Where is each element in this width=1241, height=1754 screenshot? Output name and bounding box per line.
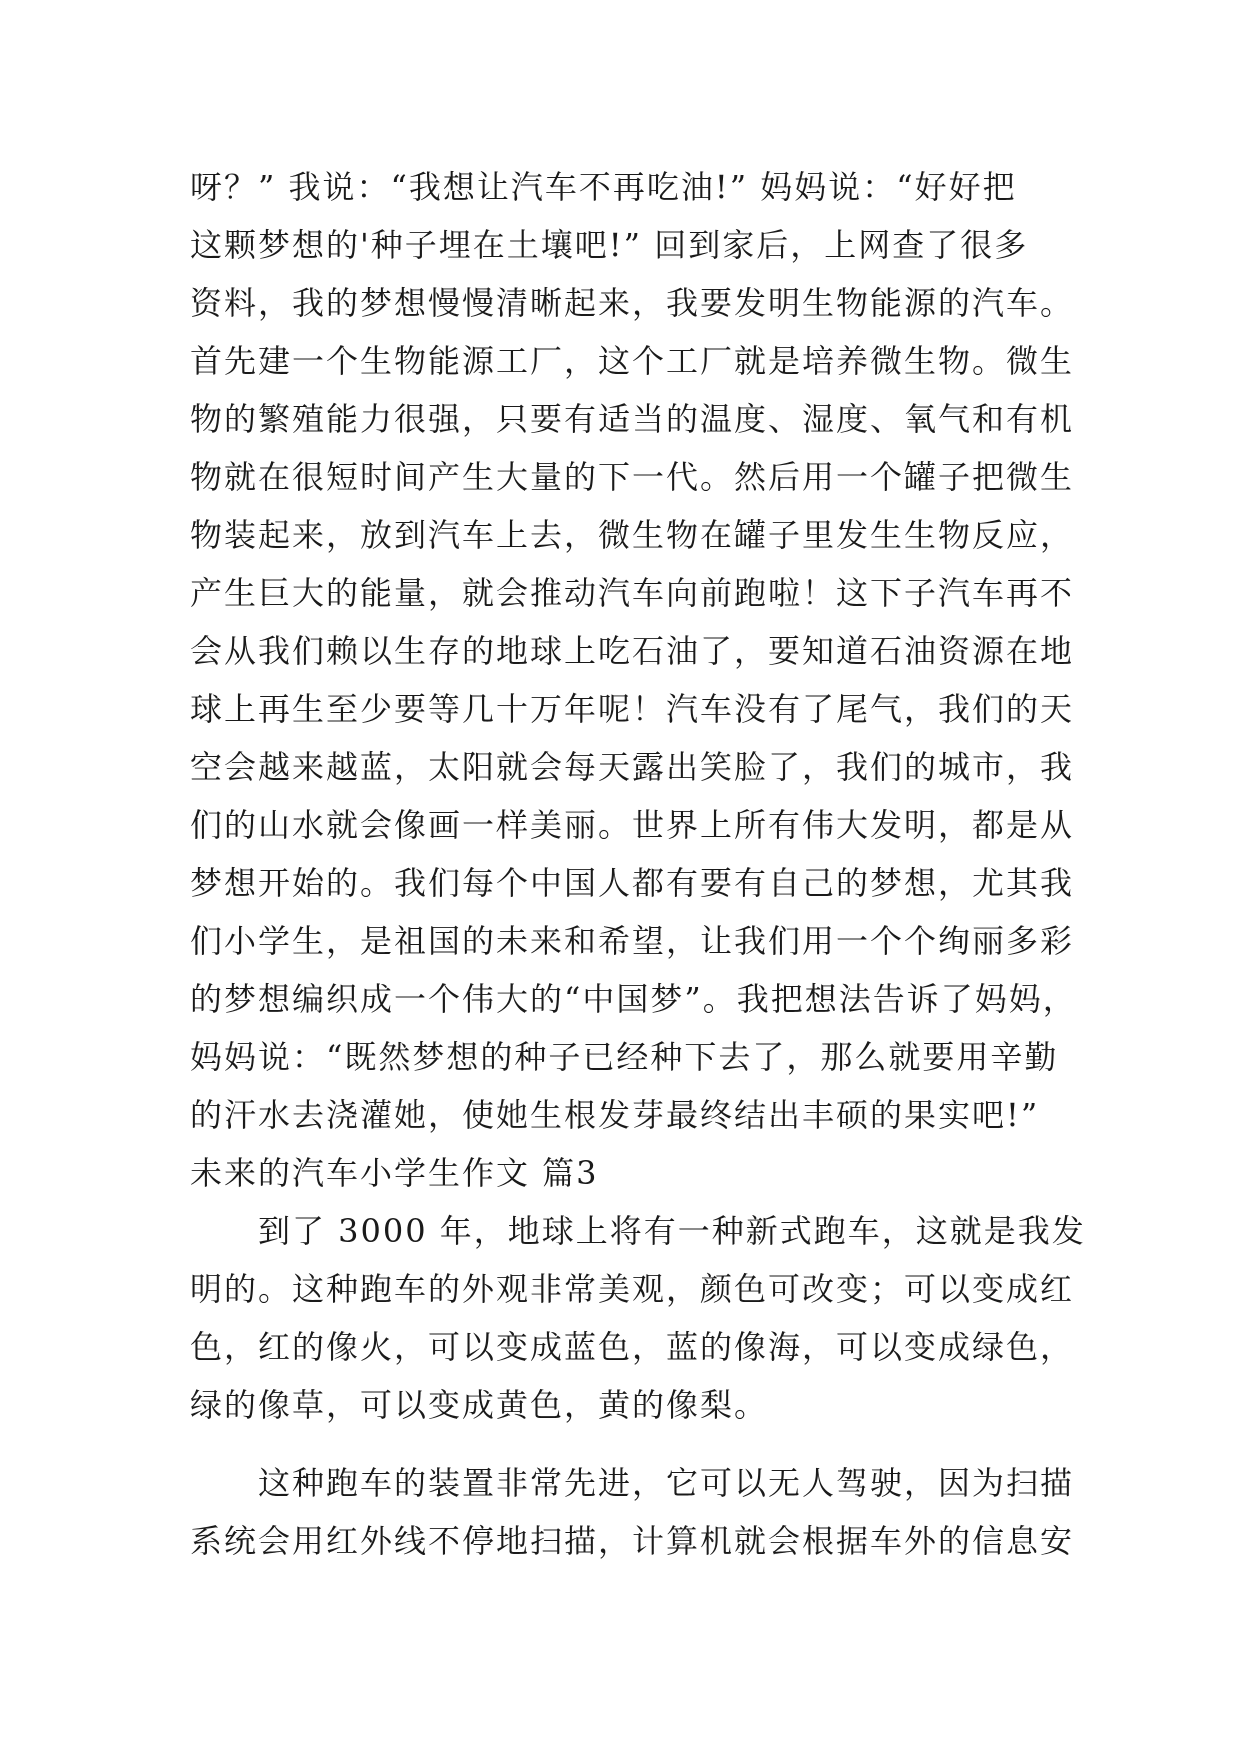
paragraph-1-line-2: 这颗梦想的'种子埋在土壤吧!” 回到家后，上网查了很多 xyxy=(190,226,1029,264)
paragraph-1-line-15: 的梦想编织成一个伟大的“中国梦”。我把想法告诉了妈妈， xyxy=(190,980,1077,1018)
paragraph-3-line-1: 这种跑车的装置非常先进，它可以无人驾驶，因为扫描 xyxy=(258,1464,1075,1502)
paragraph-1-line-17: 的汗水去浇灌她，使她生根发芽最终结出丰硕的果实吧!” xyxy=(190,1096,1040,1134)
document-body xyxy=(190,158,1086,1570)
paragraph-1-line-1: 呀？” 我说：“我想让汽车不再吃油!” 妈妈说：“好好把 xyxy=(190,168,1017,206)
paragraph-gap xyxy=(190,1434,1070,1454)
paragraph-1-line-10: 球上再生至少要等几十万年呢！汽车没有了尾气，我们的天 xyxy=(190,690,1075,728)
paragraph-2-line-2: 明的。这种跑车的外观非常美观，颜色可改变；可以变成红 xyxy=(190,1270,1075,1308)
paragraph-1-line-7: 物装起来，放到汽车上去，微生物在罐子里发生生物反应， xyxy=(190,516,1075,554)
paragraph-2-line-4: 绿的像草，可以变成黄色，黄的像梨。 xyxy=(190,1386,769,1424)
paragraph-3-line-2: 系统会用红外线不停地扫描，计算机就会根据车外的信息安 xyxy=(190,1522,1075,1560)
paragraph-1-line-9: 会从我们赖以生存的地球上吃石油了，要知道石油资源在地 xyxy=(190,632,1075,670)
paragraph-1-line-13: 梦想开始的。我们每个中国人都有要有自己的梦想，尤其我 xyxy=(190,864,1075,902)
paragraph-1-line-5: 物的繁殖能力很强，只要有适当的温度、湿度、氧气和有机 xyxy=(190,400,1075,438)
section-heading: 未来的汽车小学生作文 篇3 xyxy=(190,1154,599,1192)
paragraph-1-line-8: 产生巨大的能量，就会推动汽车向前跑啦！这下子汽车再不 xyxy=(190,574,1075,612)
paragraph-1-line-16: 妈妈说：“既然梦想的种子已经种下去了，那么就要用辛勤 xyxy=(190,1038,1059,1076)
paragraph-1-line-3: 资料，我的梦想慢慢清晰起来，我要发明生物能源的汽车。 xyxy=(190,284,1075,322)
paragraph-2-line-3: 色，红的像火，可以变成蓝色，蓝的像海，可以变成绿色， xyxy=(190,1328,1075,1366)
paragraph-1-line-6: 物就在很短时间产生大量的下一代。然后用一个罐子把微生 xyxy=(190,458,1075,496)
paragraph-2-line-1: 到了 3000 年，地球上将有一种新式跑车，这就是我发 xyxy=(258,1212,1086,1250)
paragraph-1-line-11: 空会越来越蓝，太阳就会每天露出笑脸了，我们的城市，我 xyxy=(190,748,1075,786)
paragraph-1-line-4: 首先建一个生物能源工厂，这个工厂就是培养微生物。微生 xyxy=(190,342,1075,380)
paragraph-1-line-14: 们小学生，是祖国的未来和希望，让我们用一个个绚丽多彩 xyxy=(190,922,1075,960)
paragraph-1-line-12: 们的山水就会像画一样美丽。世界上所有伟大发明，都是从 xyxy=(190,806,1075,844)
